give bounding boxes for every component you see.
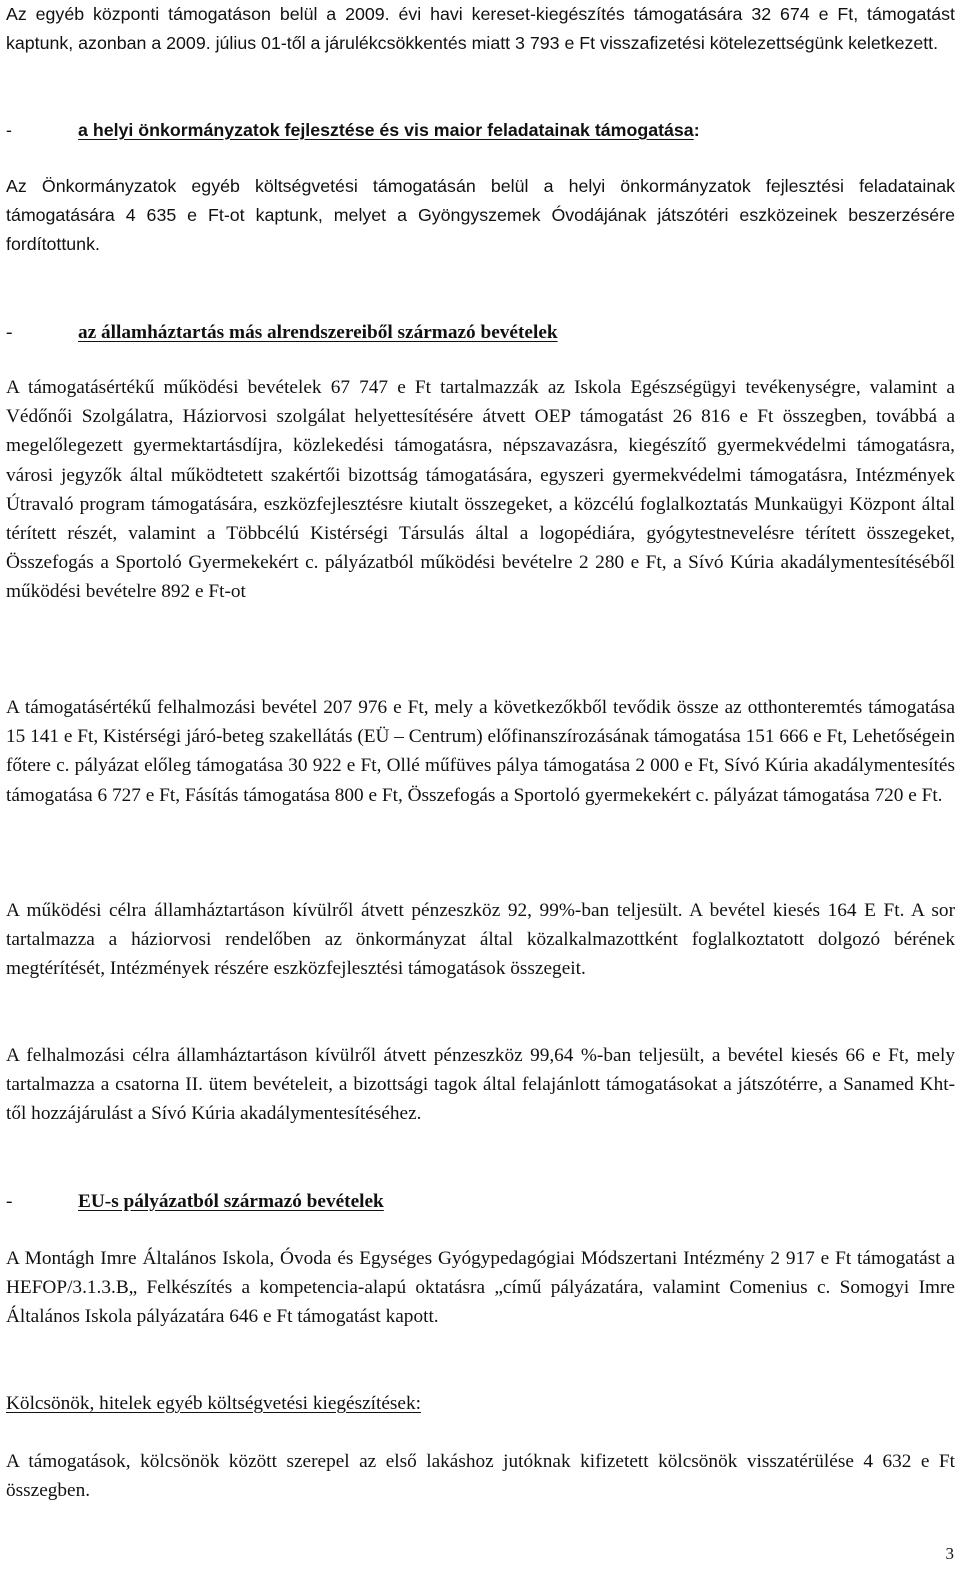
section-heading-eu bbox=[6, 1187, 955, 1216]
section-heading-loans bbox=[6, 1389, 955, 1418]
heading-text: Kölcsönök, hitelek egyéb költségvetési kiegészítések: bbox=[6, 1393, 421, 1414]
heading-colon: : bbox=[693, 120, 700, 140]
local-government-paragraph: Az Önkormányzatok egyéb költségvetési támogatásán belül a helyi önkormányzatok fejlesztési feladatainak támogatására 4 635 e Ft-ot kaptunk, melyet a Gyöngyszemek Óvodájának játszótéri eszközeinek beszerzésére fordítottunk. bbox=[6, 176, 955, 255]
heading-text: az államháztartás más alrendszereiből származó bevételek bbox=[78, 322, 558, 343]
intro-paragraph: Az egyéb központi támogatáson belül a 2009. évi havi kereset-kiegészítés támogatására 32 674 e Ft, támogatást kaptunk, azonban a 2009. július 01-től a járulékcsökkentés miatt 3 793 e Ft visszafizetési kötelezettségünk keletkezett. bbox=[6, 4, 955, 54]
section-heading-local-government bbox=[6, 116, 955, 145]
heading-text: EU-s pályázatból származó bevételek bbox=[78, 1191, 384, 1212]
eu-paragraph: A Montágh Imre Általános Iskola, Óvoda és Egységes Gyógypedagógiai Módszertani Intézmény 2 917 e Ft támogatást a HEFOP/3.1.3.B„ Felkészítés a kompetencia-alapú oktatásra „című pályázatára, valamint Comenius c. Somogyi Imre Általános Iskola pályázatára 646 e Ft támogatást kapott. bbox=[6, 1248, 955, 1328]
heading-text: a helyi önkormányzatok fejlesztése és vis maior feladatainak támogatása bbox=[78, 120, 694, 140]
heading-dash: - bbox=[6, 322, 13, 343]
section-heading-public-finance bbox=[6, 318, 955, 347]
operating-revenue-paragraph: A támogatásértékű működési bevételek 67 747 e Ft tartalmazzák az Iskola Egészségügyi tevékenységre, valamint a Védőnői Szolgálatra, Háziorvosi szolgálat helyettesítésére átvett OEP támogatást 26 816 e Ft összegben, továbbá a megelőlegezett gyermektartásdíjra, közlekedési támogatásra, népszavazásra, kiegészítő gyermekvédelmi támogatásra, városi jegyzők által működtetett szakértői bizottság támogatására, egyszeri gyermekvédelmi támogatásra, Intézmények Útravaló program támogatására, eszközfejlesztésre kiutalt összegeket, a közcélú foglalkoztatás Munkaügyi Központ által térített részét, valamint a Többcélú Kistérségi Társulás által a logopédiára, gyógytestnevelésre térített összegeket, Összefogás a Sportoló Gyermekekért c. pályázatból működési bevételre 2 280 e Ft, a Sívó Kúria akadálymentesítéséből működési bevételre 892 e Ft-ot bbox=[6, 377, 955, 603]
page-number: 3 bbox=[945, 1544, 954, 1563]
capital-transfer-paragraph: A felhalmozási célra államháztartáson kívülről átvett pénzeszköz 99,64 %-ban teljesült, a bevétel kiesés 66 e Ft, mely tartalmazza a csatorna II. ütem bevételeit, a bizottsági tagok által felajánlott támogatásokat a játszótérre, a Sanamed Kht-től hozzájárulást a Sívó Kúria akadálymentesítéséhez. bbox=[6, 1045, 955, 1125]
heading-dash: - bbox=[6, 1191, 13, 1212]
operating-transfer-paragraph: A működési célra államháztartáson kívülről átvett pénzeszköz 92, 99%-ban teljesült. A bevétel kiesés 164 E Ft. A sor tartalmazza a háziorvosi rendelőben az önkormányzat által közalkalmazottként foglalkoztatott dolgozó bérének megtérítését, Intézmények részére eszközfejlesztési támogatások összegeit. bbox=[6, 900, 955, 980]
loans-paragraph: A támogatások, kölcsönök között szerepel az első lakáshoz jutóknak kifizetett kölcsönök visszatérülése 4 632 e Ft összegben. bbox=[6, 1451, 955, 1502]
heading-dash: - bbox=[6, 120, 12, 140]
capital-revenue-paragraph: A támogatásértékű felhalmozási bevétel 207 976 e Ft, mely a következőkből tevődik össze az otthonteremtés támogatása 15 141 e Ft, Kistérségi járó-beteg szakellátás (EÜ – Centrum) előfinanszírozásának támogatása 151 666 e Ft, Lehetőségein főtere c. pályázat előleg támogatása 30 922 e Ft, Ollé műfüves pálya támogatása 2 000 e Ft, Sívó Kúria akadálymentesítés támogatása 6 727 e Ft, Fásítás támogatása 800 e Ft, Összefogás a Sportoló gyermekekért c. pályázat támogatása 720 e Ft. bbox=[6, 697, 955, 806]
